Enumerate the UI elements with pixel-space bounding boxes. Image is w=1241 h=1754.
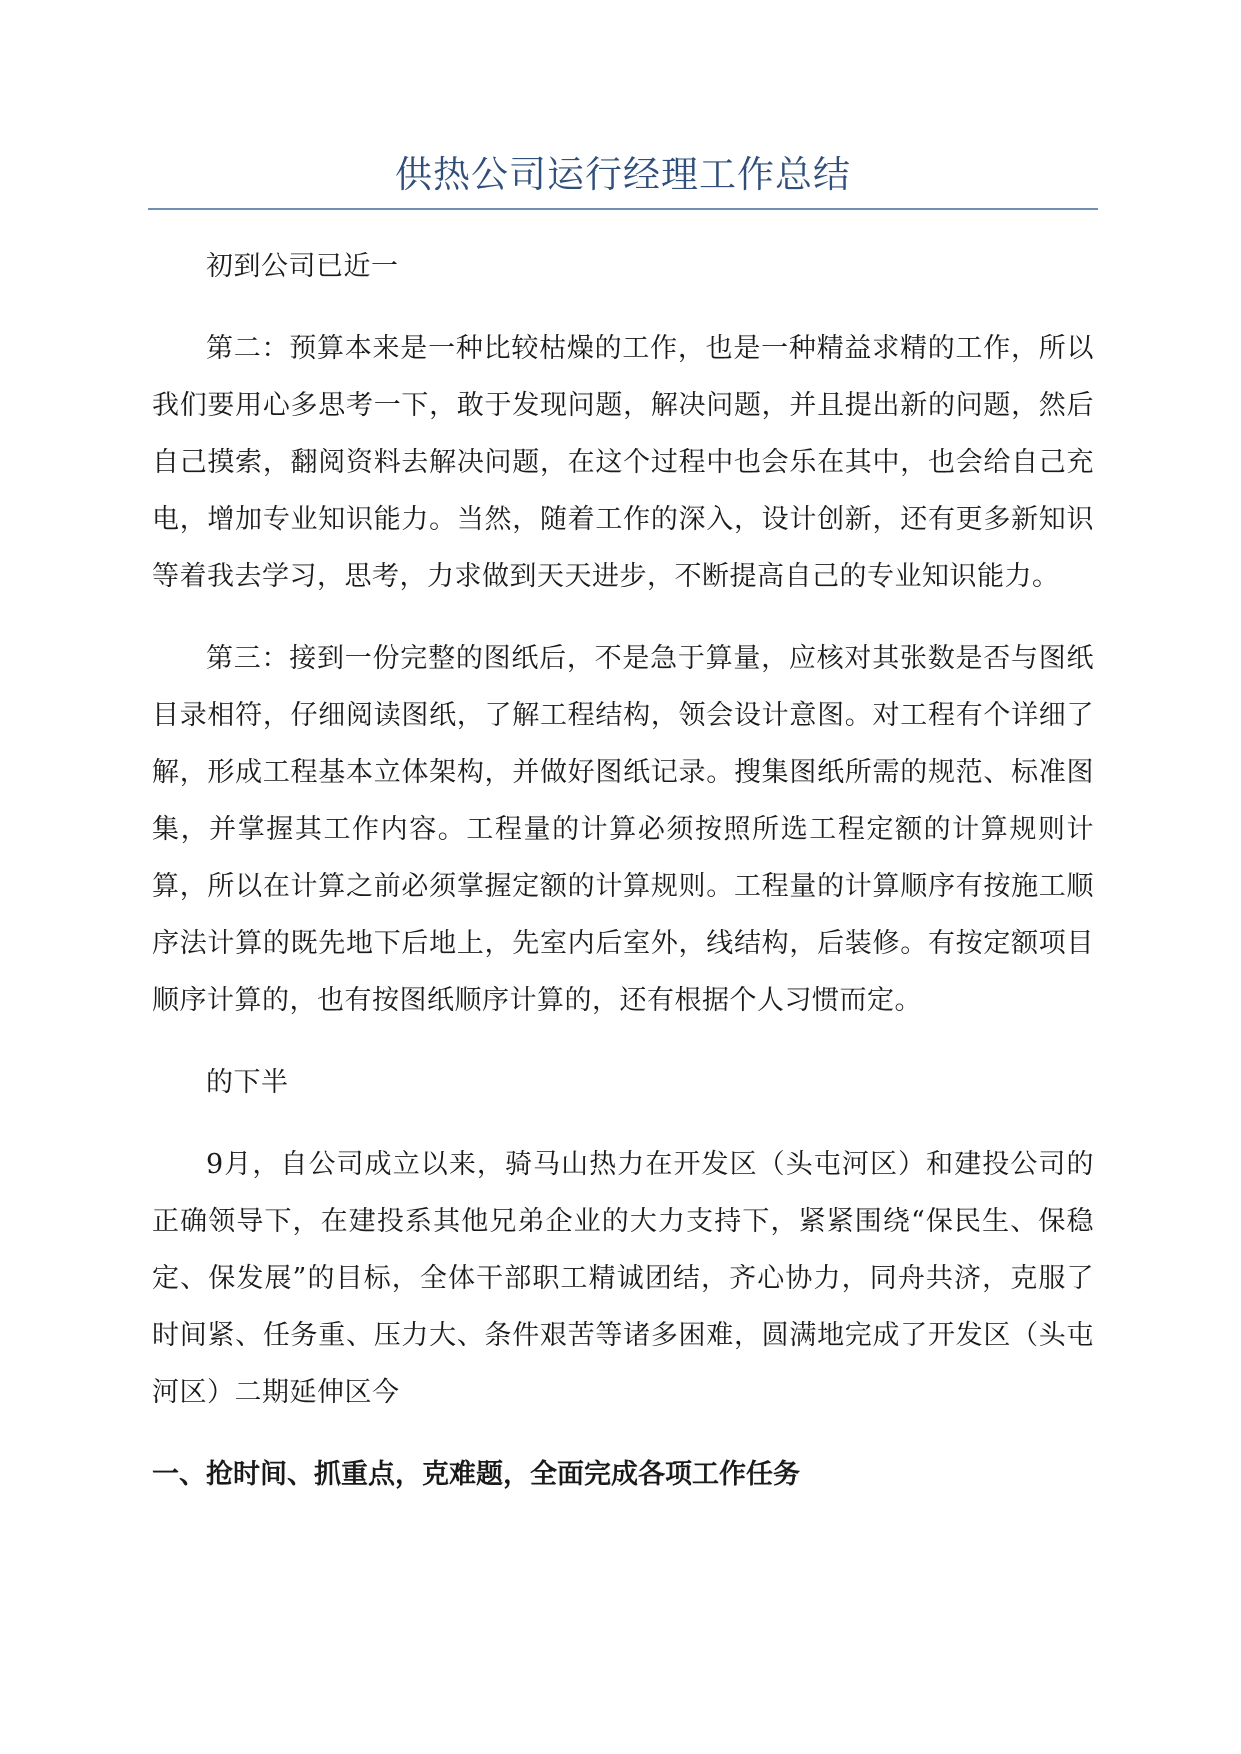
title-underline <box>148 208 1098 210</box>
paragraph-third: 第三：接到一份完整的图纸后，不是急于算量，应核对其张数是否与图纸目录相符，仔细阅读图纸，了解工程结构，领会设计意图。对工程有个详细了解，形成工程基本立体架构，并做好图纸记录。搜集图纸所需的规范、标准图集，并掌握其工作内容。工程量的计算必须按照所选工程定额的计算规则计算，所以在计算之前必须掌握定额的计算规则。工程量的计算顺序有按施工顺序法计算的既先地下后地上，先室内后室外，线结构，后装修。有按定额项目顺序计算的，也有按图纸顺序计算的，还有根据个人习惯而定。 <box>152 643 1094 1016</box>
document-title: 供热公司运行经理工作总结 <box>395 153 851 196</box>
section-heading: 一、抢时间、抓重点，克难题，全面完成各项工作任务 <box>152 1459 800 1490</box>
document-body <box>152 238 1094 1503</box>
paragraph-september: 9月，自公司成立以来，骑马山热力在开发区（头屯河区）和建投公司的正确领导下，在建投系其他兄弟企业的大力支持下，紧紧围绕“保民生、保稳定、保发展”的目标，全体干部职工精诚团结，齐心协力，同舟共济，克服了时间紧、任务重、压力大、条件艰苦等诸多困难，圆满地完成了开发区（头屯河区）二期延伸区今 <box>152 1149 1094 1408</box>
paragraph-second: 第二：预算本来是一种比较枯燥的工作，也是一种精益求精的工作，所以我们要用心多思考一下，敢于发现问题，解决问题，并且提出新的问题，然后自己摸索，翻阅资料去解决问题，在这个过程中也会乐在其中，也会给自己充电，增加专业知识能力。当然，随着工作的深入，设计创新，还有更多新知识等着我去学习，思考，力求做到天天进步，不断提高自己的专业知识能力。 <box>152 333 1094 592</box>
paragraph-second-half: 的下半 <box>206 1067 289 1098</box>
paragraph-intro: 初到公司已近一 <box>206 251 399 282</box>
